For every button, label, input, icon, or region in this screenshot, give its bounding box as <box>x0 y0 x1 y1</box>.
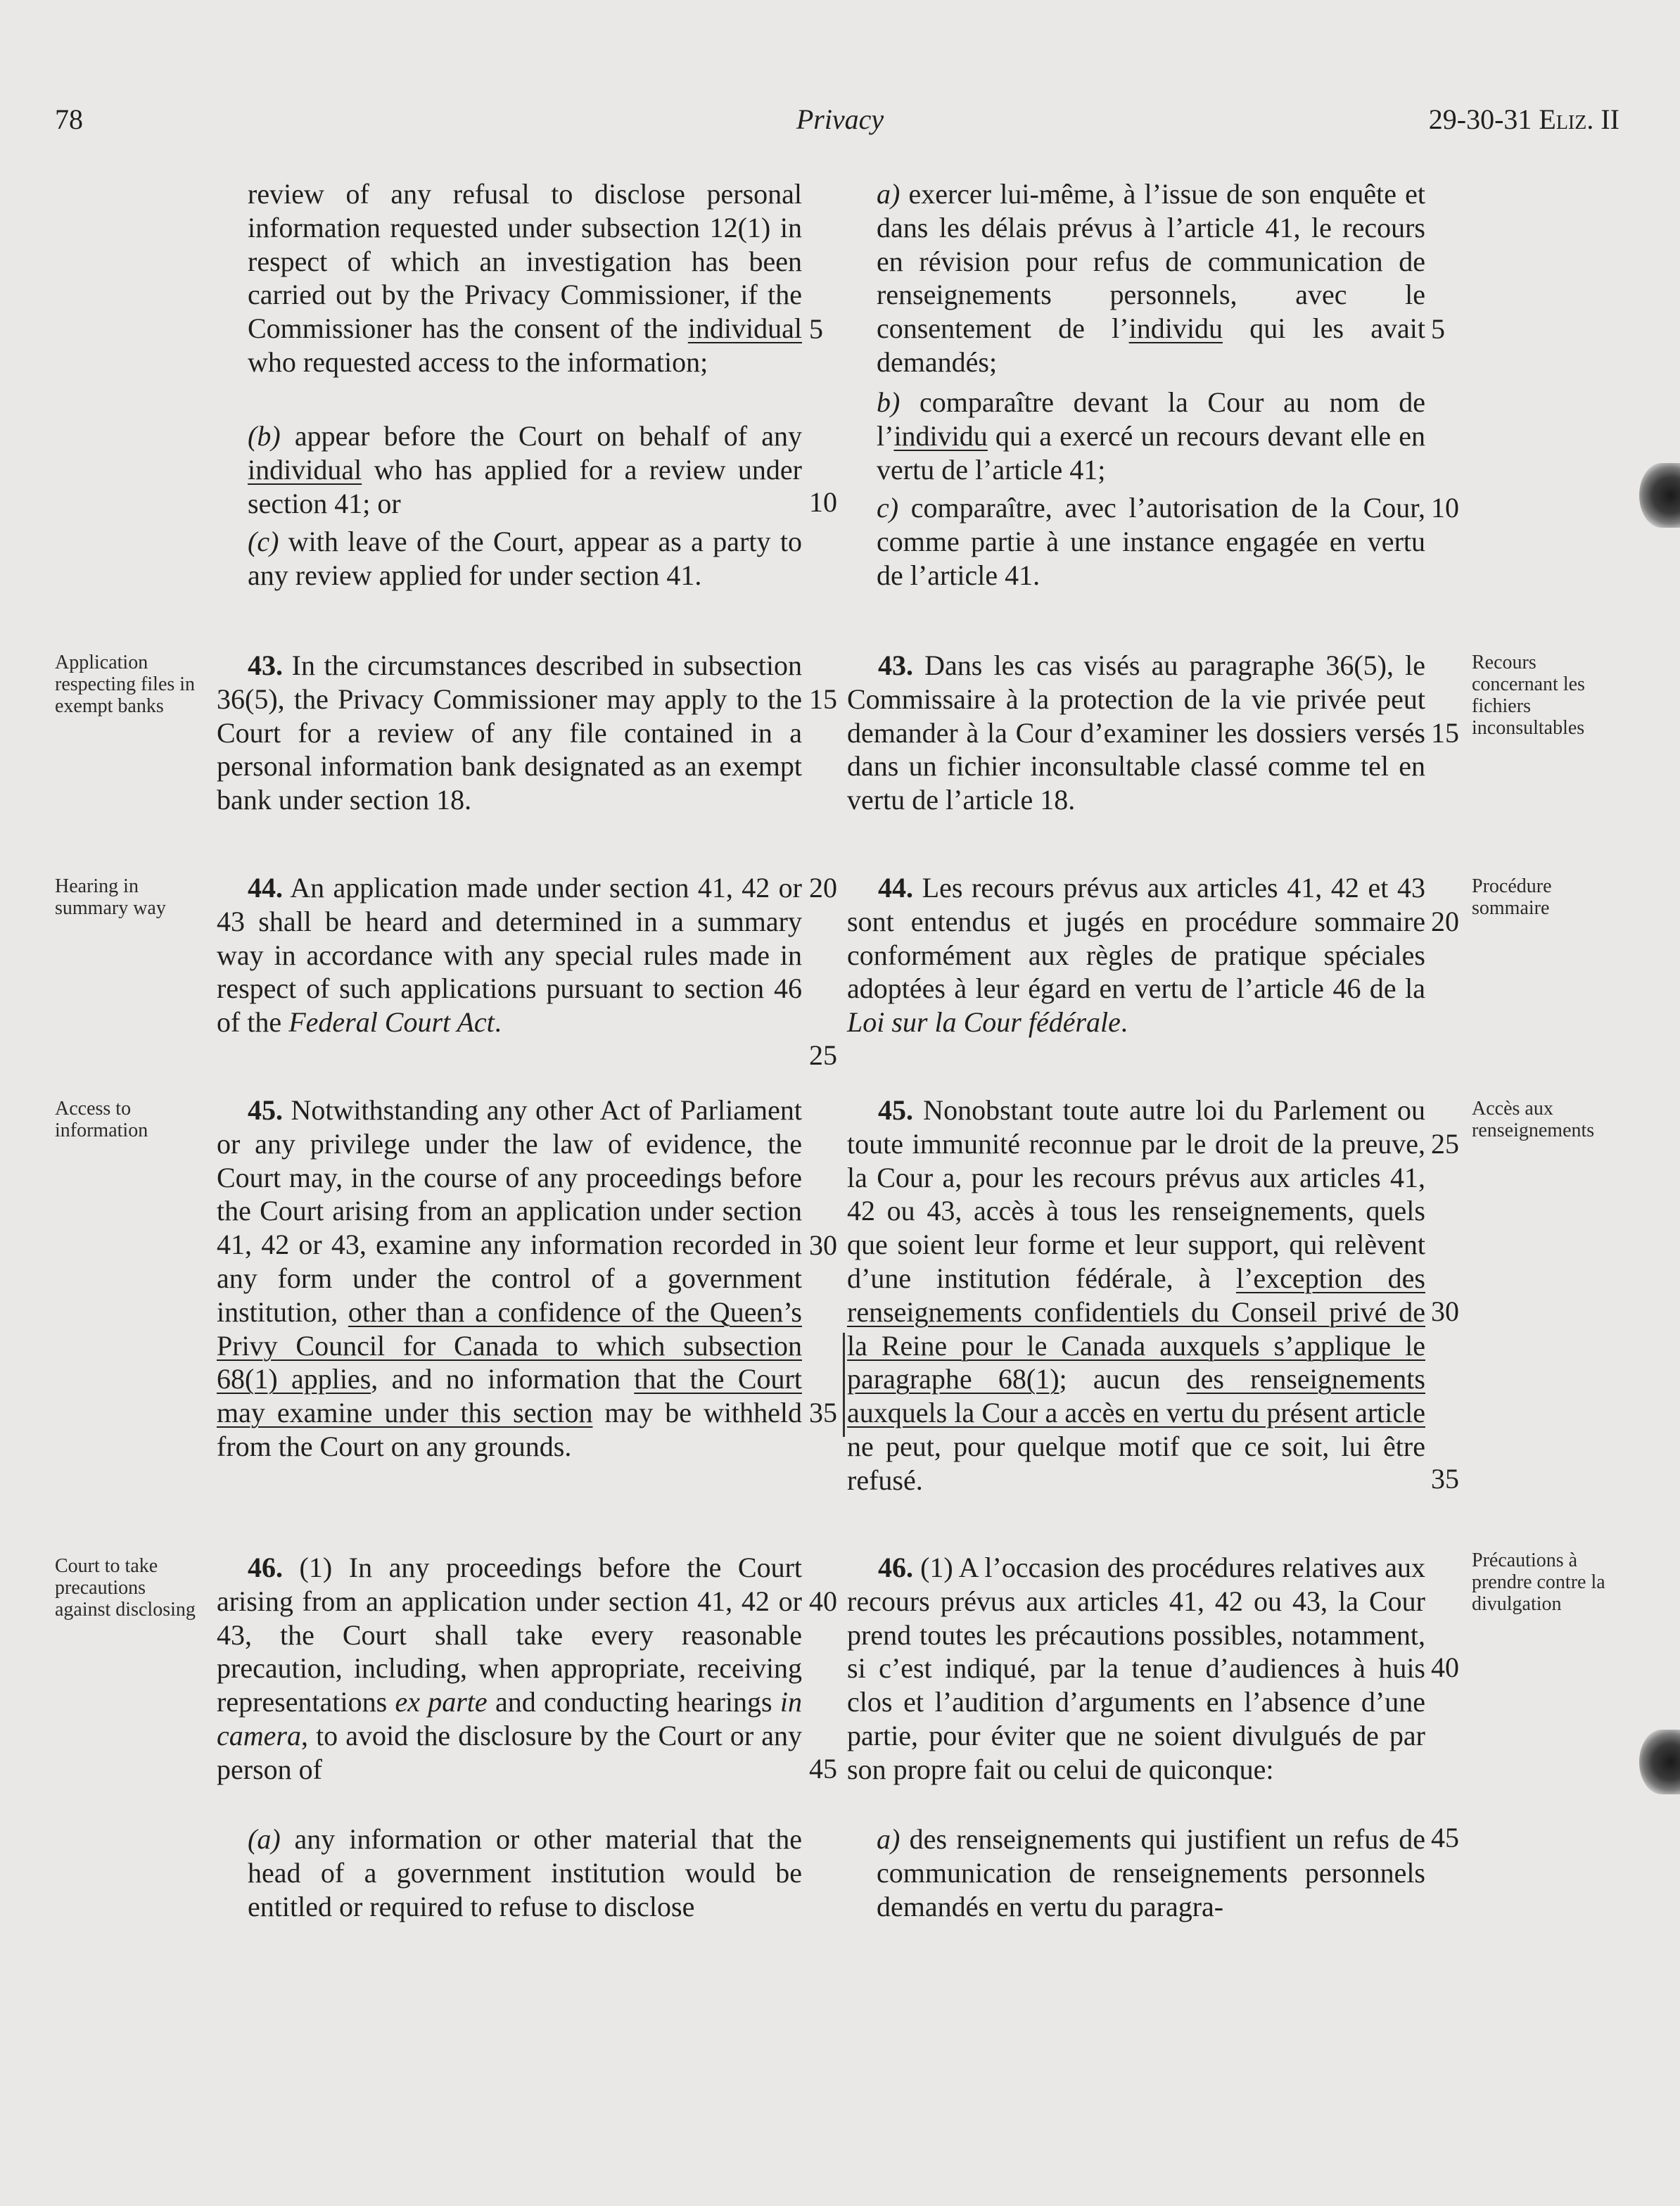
fr-s45-underlined-2: des renseignements auxquels la Cour a accès en vertu du présent article <box>847 1363 1425 1429</box>
line-number: 45 <box>1431 1822 1459 1853</box>
fr-section-43: 43. Dans les cas visés au paragraphe 36(5), le Commissaire à la protection de la vie privée peut demander à la Cour d’examiner les dossiers versés dans un fichier inconsultable classé comme tel en vertu de l’article 18. <box>847 649 1425 816</box>
en-section-43: 43. In the circumstances described in subsection 36(5), the Privacy Commissioner may apply to the Court for a review of any file contained in a personal information bank designated as an exempt bank under section 18. <box>217 649 802 816</box>
binder-hole-graphic <box>1639 463 1680 528</box>
fr-s45-underlined-1: l’exception des renseignements confidentiels du Conseil privé de la Reine pour le Canada auxquels s’applique le paragraphe 68(1) <box>847 1262 1425 1395</box>
en-s42-b: (b) appear before the Court on behalf of any individual who has applied for a review under section 41; or <box>248 420 802 519</box>
regnal-year-prefix: 29-30-31 <box>1428 103 1539 135</box>
marginal-note-en: Hearing in summary way <box>55 875 166 919</box>
line-number: 30 <box>1431 1295 1459 1327</box>
line-number: 25 <box>809 1039 837 1071</box>
fr-underlined-individu: individu <box>893 419 988 452</box>
line-number: 10 <box>809 486 837 518</box>
line-number: 35 <box>1431 1463 1459 1495</box>
line-number: 35 <box>809 1397 837 1428</box>
page-number: 78 <box>55 103 83 135</box>
fr-section-45: 45. Nonobstant toute autre loi du Parlement ou toute immunité reconnue par le droit de la preuve, la Cour a, pour les recours prévus aux articles 41, 42 ou 43, accès à tous les renseignements, quels que soient leur forme et leur support, qui relèvent d’une institution fédérale, à l’exception des renseignements confidentiels du Conseil privé de la Reine pour le Canada auxquels s’applique le paragraphe 68(1); aucun des renseignements auxquels la Cour a accès en vertu du présent article ne peut, pour quelque motif que ce soit, lui être refusé. <box>847 1094 1425 1496</box>
marginal-note-en: Application respecting files in exempt banks <box>55 652 196 717</box>
line-number: 5 <box>1431 313 1445 345</box>
fr-underlined-individu: individu <box>1128 312 1223 345</box>
fr-s46-a: a) des renseignements qui justifient un refus de communication de renseignements personnels demandés en vertu du paragra- <box>877 1823 1425 1922</box>
en-s45-underlined-1: other than a confidence of the Queen’s Privy Council for Canada to which subsection 68(1) applies <box>217 1295 802 1395</box>
line-number: 20 <box>1431 906 1459 937</box>
line-number: 40 <box>809 1585 837 1617</box>
line-number: 45 <box>809 1753 837 1785</box>
binder-hole-graphic <box>1639 1730 1680 1794</box>
running-title: Privacy <box>796 103 884 135</box>
en-section-45: 45. Notwithstanding any other Act of Parliament or any privilege under the law of evidence, the Court may, in the course of any proceedings before the Court arising from an application under section 41, 42 or 43, examine any information recorded in any form under the control of a government institution, other than a confidence of the Queen’s Privy Council for Canada to which subsection 68(1) applies, and no information that the Court may examine under this section may be withheld from the Court on any grounds. <box>217 1094 802 1462</box>
marginal-note-fr: Procédure sommaire <box>1472 875 1552 919</box>
marginal-note-en: Access to information <box>55 1098 148 1141</box>
line-number: 15 <box>809 683 837 715</box>
en-underlined-individual: individual <box>248 453 362 486</box>
marginal-note-fr: Recours concernant les fichiers inconsultables <box>1472 652 1585 739</box>
line-number: 25 <box>1431 1128 1459 1160</box>
en-s42-c: (c) with leave of the Court, appear as a party to any review applied for under section 41. <box>248 526 802 591</box>
en-s45-underlined-2: that the Court may examine under this section <box>217 1363 802 1429</box>
line-number: 10 <box>1431 492 1459 524</box>
fr-section-46: 46. (1) A l’occasion des procédures relatives aux recours prévus aux articles 41, 42 ou 43, la Cour prend toutes les précautions possibles, notamment, si c’est indiqué, par la tenue d’audiences à huis clos et l’audition d’arguments en l’absence d’une partie, pour éviter que ne soient divulgués de par son propre fait ou celui de quiconque: <box>847 1552 1425 1785</box>
revision-bar <box>843 1333 845 1437</box>
line-number: 20 <box>809 872 837 904</box>
en-underlined-individual: individual <box>687 312 802 345</box>
en-s46-a: (a) any information or other material that the head of a government institution would be entitled or required to refuse to disclose <box>248 1823 802 1922</box>
fr-s42-b: b) comparaître devant la Cour au nom de l’individu qui a exercé un recours devant elle en vertu de l’article 41; <box>877 386 1425 486</box>
fr-section-44: 44. Les recours prévus aux articles 41, 42 et 43 sont entendus et jugés en procédure sommaire conformément aux règles de pratique spéciales adoptées à leur égard en vertu de l’article 46 de la Loi sur la Cour fédérale. <box>847 872 1425 1039</box>
line-number: 40 <box>1431 1652 1459 1683</box>
marginal-note-fr: Précautions à prendre contre la divulgation <box>1472 1549 1605 1615</box>
line-number: 30 <box>809 1229 837 1261</box>
regnal-year <box>1429 103 1619 137</box>
en-section-46: 46. (1) In any proceedings before the Court arising from an application under section 41, 42 or 43, the Court shall take every reasonable precaution, including, when appropriate, receiving representations ex parte and conducting hearings in camera, to avoid the disclosure by the Court or any person of <box>217 1552 802 1785</box>
en-section-44: 44. An application made under section 41, 42 or 43 shall be heard and determined in a summary way in accordance with any special rules made in respect of such applications pursuant to section 46 of the Federal Court Act. <box>217 872 802 1039</box>
en-s42-a-continued: review of any refusal to disclose personal information requested under subsection 12(1) in respect of which an investigation has been carried out by the Privacy Commissioner, if the Commissioner has the consent of the individual who requested access to the information; <box>248 178 802 378</box>
fr-s42-a: a) exercer lui-même, à l’issue de son enquête et dans les délais prévus à l’article 41, le recours en révision pour refus de communication de renseignements personnels, avec le consentement de l’individu qui les avait demandés; <box>877 178 1426 378</box>
line-number: 15 <box>1431 717 1459 749</box>
marginal-note-en: Court to take precautions against disclosing <box>55 1555 196 1621</box>
marginal-note-fr: Accès aux renseignements <box>1472 1098 1595 1141</box>
line-number: 5 <box>809 313 823 345</box>
fr-s42-c: c) comparaître, avec l’autorisation de la Cour, comme partie à une instance engagée en vertu de l’article 41. <box>877 492 1425 591</box>
regnal-year-eliz: Eliz. II <box>1539 103 1619 135</box>
